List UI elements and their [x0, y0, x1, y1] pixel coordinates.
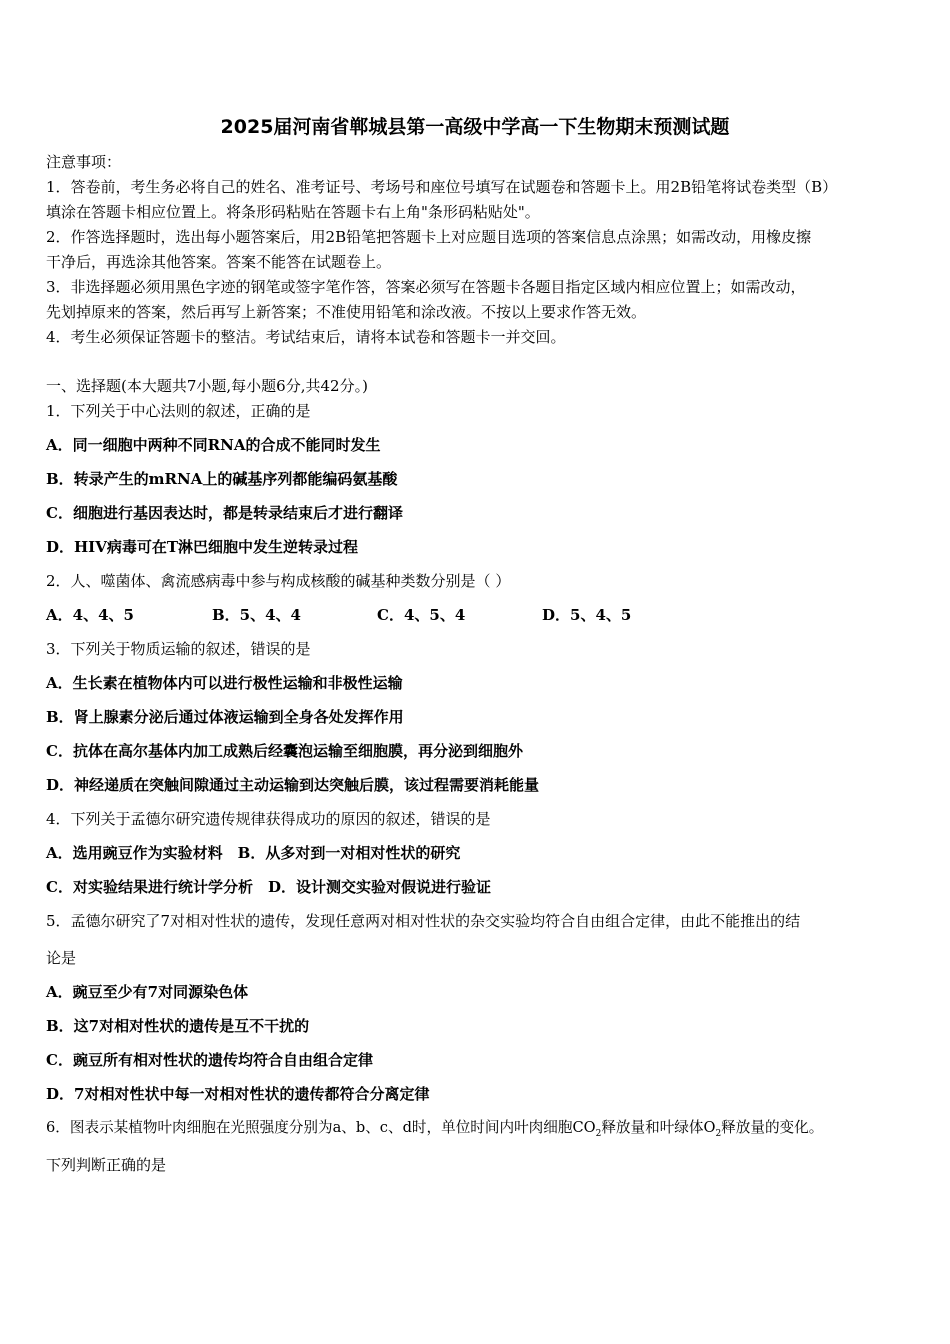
question-3-option-b: B．肾上腺素分泌后通过体液运输到全身各处发挥作用	[46, 708, 404, 726]
question-2-option-b: B．5、4、4	[212, 606, 301, 624]
question-3-option-c: C．抗体在高尔基体内加工成熟后经囊泡运输至细胞膜，再分泌到细胞外	[46, 742, 523, 760]
question-2-option-a: A．4、4、5	[46, 606, 134, 624]
notice-heading: 注意事项：	[46, 153, 122, 171]
question-6-stem-continued: 下列判断正确的是	[46, 1156, 167, 1174]
question-1-option-b: B．转录产生的mRNA上的碱基序列都能编码氨基酸	[46, 470, 398, 488]
question-3-stem: 3．下列关于物质运输的叙述，错误的是	[46, 640, 311, 658]
question-5-option-c: C．豌豆所有相对性状的遗传均符合自由组合定律	[46, 1051, 373, 1069]
notice-line: 填涂在答题卡相应位置上。将条形码粘贴在答题卡右上角"条形码粘贴处"。	[46, 203, 540, 221]
notice-line: 干净后，再选涂其他答案。答案不能答在试题卷上。	[46, 253, 392, 271]
question-2-option-d: D．5、4、5	[542, 606, 632, 624]
subscript: 2	[595, 1128, 602, 1139]
question-4-options-cd: C．对实验结果进行统计学分析 D．设计测交实验对假说进行验证	[46, 878, 491, 896]
section-heading: 一、选择题(本大题共7小题,每小题6分,共42分。)	[46, 377, 368, 395]
question-6-stem	[46, 1118, 823, 1144]
question-4-stem: 4．下列关于孟德尔研究遗传规律获得成功的原因的叙述，错误的是	[46, 810, 491, 828]
question-6-stem-part: 释放量的变化。	[721, 1119, 824, 1136]
notice-line: 1．答卷前，考生务必将自己的姓名、准考证号、考场号和座位号填写在试题卷和答题卡上。用2B铅笔将试卷类型（B）	[46, 178, 838, 196]
notice-line: 2．作答选择题时，选出每小题答案后，用2B铅笔把答题卡上对应题目选项的答案信息点涂黑；如需改动，用橡皮擦	[46, 228, 812, 246]
question-2-stem: 2．人、噬菌体、禽流感病毒中参与构成核酸的碱基种类数分别是（ ）	[46, 572, 511, 590]
question-6-stem-part: 释放量和叶绿体O	[601, 1119, 716, 1136]
question-5-stem: 5．孟德尔研究了7对相对性状的遗传，发现任意两对相对性状的杂交实验均符合自由组合定律，由此不能推出的结	[46, 912, 801, 930]
question-2-option-c: C．4、5、4	[377, 606, 466, 624]
notice-line: 3．非选择题必须用黑色字迹的钢笔或签字笔作答，答案必须写在答题卡各题目指定区域内相应位置上；如需改动，	[46, 278, 806, 296]
notice-line: 先划掉原来的答案，然后再写上新答案；不准使用铅笔和涂改液。不按以上要求作答无效。	[46, 303, 647, 321]
page-title: 2025届河南省郸城县第一高级中学高一下生物期末预测试题	[220, 116, 730, 138]
question-1-option-d: D．HIV病毒可在T淋巴细胞中发生逆转录过程	[46, 538, 358, 556]
question-4-options-ab: A．选用豌豆作为实验材料 B．从多对到一对相对性状的研究	[46, 844, 461, 862]
notice-line: 4．考生必须保证答题卡的整洁。考试结束后，请将本试卷和答题卡一并交回。	[46, 328, 566, 346]
question-5-stem-continued: 论是	[46, 949, 77, 967]
question-1-option-c: C．细胞进行基因表达时，都是转录结束后才进行翻译	[46, 504, 403, 522]
question-5-option-a: A．豌豆至少有7对同源染色体	[46, 983, 249, 1001]
question-3-option-a: A．生长素在植物体内可以进行极性运输和非极性运输	[46, 674, 403, 692]
question-1-option-a: A．同一细胞中两种不同RNA的合成不能同时发生	[46, 436, 381, 454]
subscript: 2	[715, 1128, 722, 1139]
question-6-stem-part: 6．图表示某植物叶肉细胞在光照强度分别为a、b、c、d时，单位时间内叶肉细胞CO	[46, 1119, 596, 1136]
question-1-stem: 1．下列关于中心法则的叙述，正确的是	[46, 402, 311, 420]
question-5-option-d: D．7对相对性状中每一对相对性状的遗传都符合分离定律	[46, 1085, 430, 1103]
question-3-option-d: D．神经递质在突触间隙通过主动运输到达突触后膜，该过程需要消耗能量	[46, 776, 540, 794]
question-5-option-b: B．这7对相对性状的遗传是互不干扰的	[46, 1017, 310, 1035]
